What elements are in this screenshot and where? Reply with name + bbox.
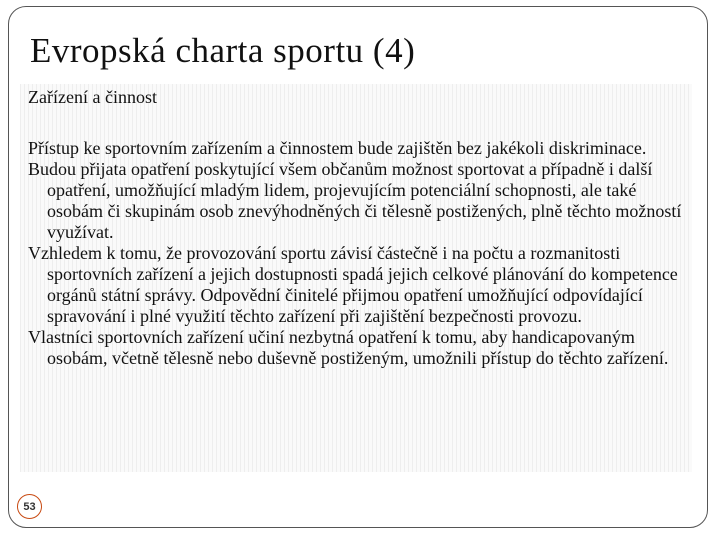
paragraph-2: Budou přijata opatření poskytující všem občanům možnost sportovat a případně i další opatření, umožňující mladým lidem, projevujícím potenciální schopnosti, ale také osobám či skupinám osob znevýhodněných či tělesně postižených, plně těchto možností využívat. [28, 159, 682, 242]
slide-title: Evropská charta sportu (4) [30, 31, 416, 70]
paragraph-1: Přístup ke sportovním zařízením a činnostem bude zajištěn bez jakékoli diskriminace. [28, 138, 647, 158]
slide-subtitle: Zařízení a činnost [28, 87, 157, 107]
body-text [28, 138, 688, 369]
paragraph-3: Vzhledem k tomu, že provozování sportu závisí částečně i na počtu a rozmanitosti sportovních zařízení a jejich dostupnosti spadá jejich celkové plánování do kompetence orgánů státní správy. Odpovědní činitelé přijmou opatření umožňující odpovídající spravování i plné využití těchto zařízení při zajištění bezpečnosti provozu. [28, 243, 678, 326]
page-number-badge: 53 [17, 494, 42, 519]
paragraph-4: Vlastníci sportovních zařízení učiní nezbytná opatření k tomu, aby handicapovaným osobám, včetně tělesně nebo duševně postiženým, umožnili přístup do těchto zařízení. [28, 327, 669, 368]
